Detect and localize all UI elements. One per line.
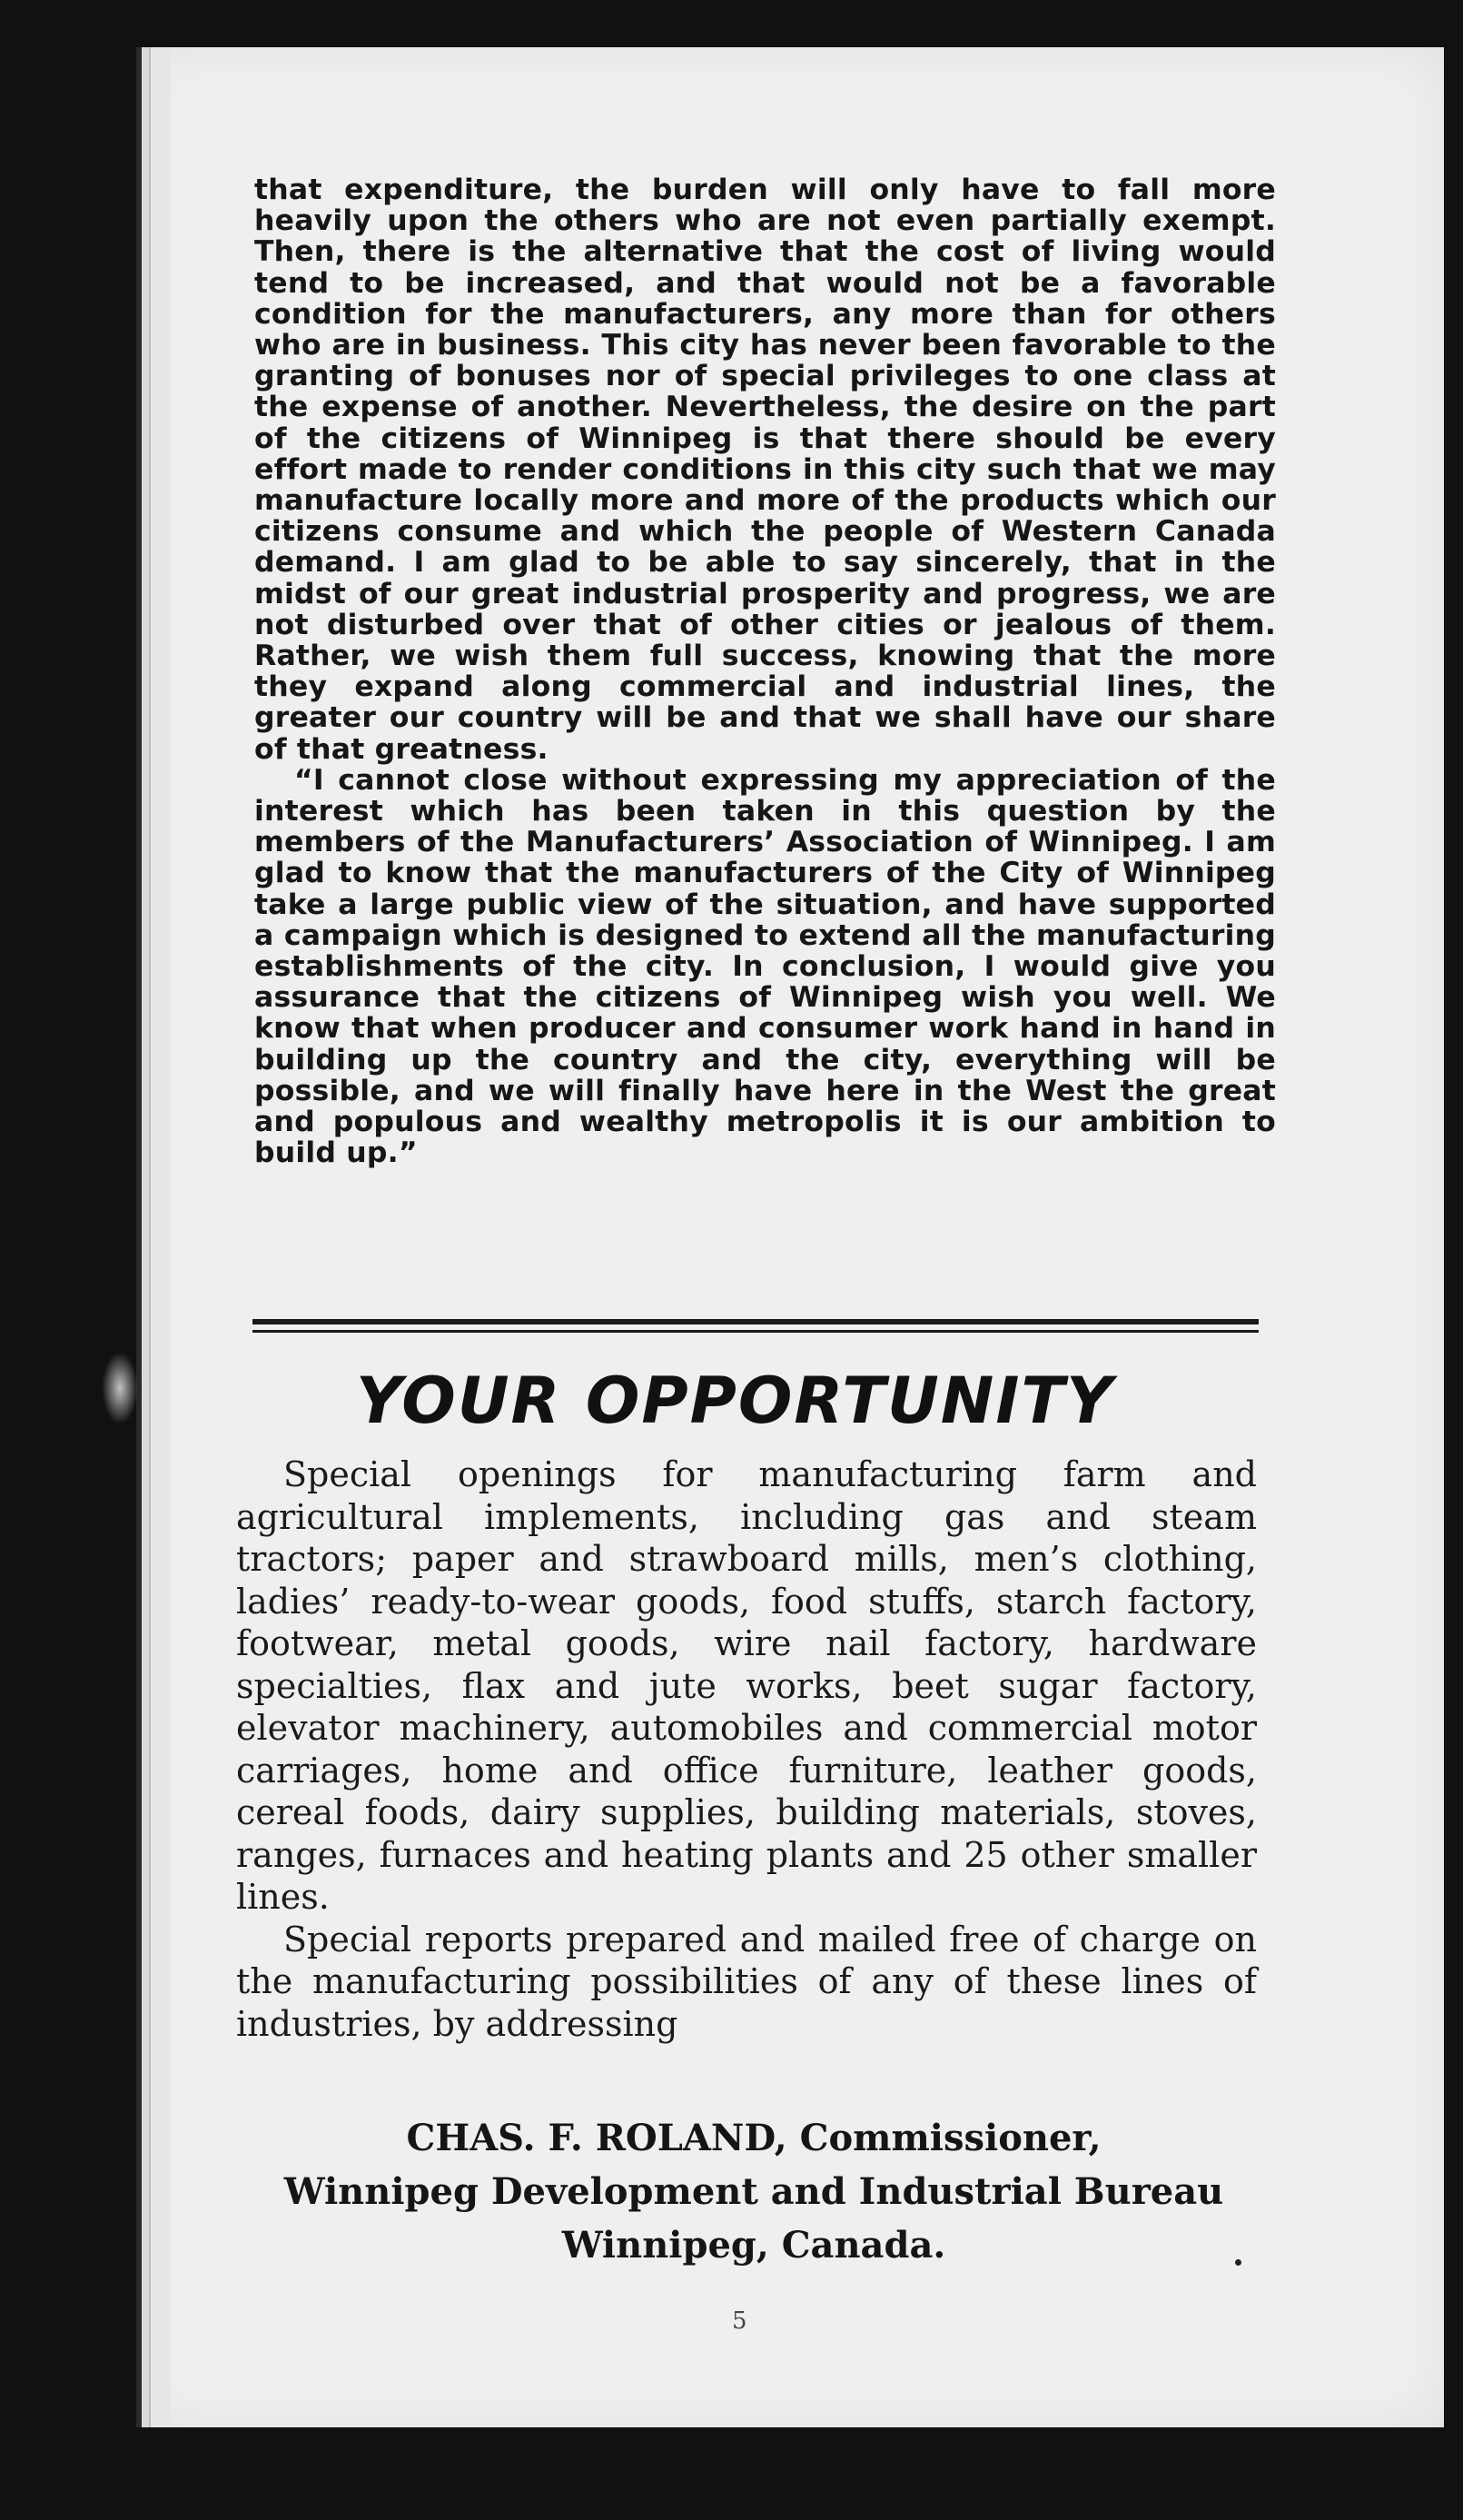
opportunity-openings-paragraph: Special openings for manufacturing farm and agricultural implements, including gas and steam tractors; paper and strawboard mills, men’s clothing, ladies’ ready-to-wear goods, food stuffs, starch factory, footwear, metal goods, wire nail factory, hardware specialties, flax and jute works, beet sugar factory, elevator machinery, automobiles and commercial motor carriages, home and office furniture, leather goods, cereal foods, dairy supplies, building materials, stoves, ranges, furnaces and heating plants and 25 other smaller lines. bbox=[236, 1454, 1257, 1917]
speech-paragraph-1: that expenditure, the burden will only have to fall more heavily upon the others who are not even partially exempt. Then, there is the alternative that the cost of living would tend to be increased, and that would not be a favorable condition for the manufacturers, any more than for others who are in business. This city has never been favorable to the granting of bonuses nor of special privileges to one class at the expense of another. Nevertheless, the desire on the part of the citizens of Winnipeg is that there should be every effort made to render conditions in this city such that we may manufacture locally more and more of the products which our citizens consume and which the people of Western Canada demand. I am glad to be able to say sincerely, that in the midst of our great industrial prosperity and progress, we are not disturbed over that of other cities or jealous of them. Rather, we wish them full success, knowing that the more they expand along commercial and industrial lines, the greater our country will be and that we shall have our share of that greatness. bbox=[254, 174, 1276, 766]
address-commissioner: CHAS. F. ROLAND, Commissioner, bbox=[406, 2117, 1102, 2159]
address-city: Winnipeg, Canada. bbox=[561, 2224, 946, 2267]
scan-glare bbox=[102, 1352, 138, 1424]
opportunity-reports-paragraph: Special reports prepared and mailed free of charge on the manufacturing possibilities of any of these lines of industries, by addressing bbox=[236, 1919, 1257, 2044]
page-number: 5 bbox=[732, 2307, 747, 2335]
opportunity-headline: YOUR OPPORTUNITY bbox=[356, 1364, 1114, 1438]
page-binding-edge bbox=[136, 47, 171, 2427]
double-rule-bottom bbox=[252, 1330, 1259, 1333]
speech-excerpt bbox=[254, 174, 1276, 1169]
contact-address bbox=[218, 2111, 1290, 2272]
opportunity-section bbox=[236, 1453, 1257, 2045]
address-bureau: Winnipeg Development and Industrial Bureau bbox=[283, 2170, 1224, 2213]
double-rule-top bbox=[252, 1319, 1259, 1324]
speech-paragraph-2: “I cannot close without expressing my appreciation of the interest which has been taken in this question by the members of the Manufacturers’ Association of Winnipeg. I am glad to know that the manufacturers of the City of Winnipeg take a large public view of the situation, and have supported a campaign which is designed to extend all the manufacturing establishments of the city. In conclusion, I would give you assurance that the citizens of Winnipeg wish you well. We know that when producer and consumer work hand in hand in building up the country and the city, everything will be possible, and we will finally have here in the West the great and populous and wealthy metropolis it is our ambition to build up.” bbox=[254, 763, 1276, 1170]
print-dot bbox=[1235, 2259, 1241, 2266]
